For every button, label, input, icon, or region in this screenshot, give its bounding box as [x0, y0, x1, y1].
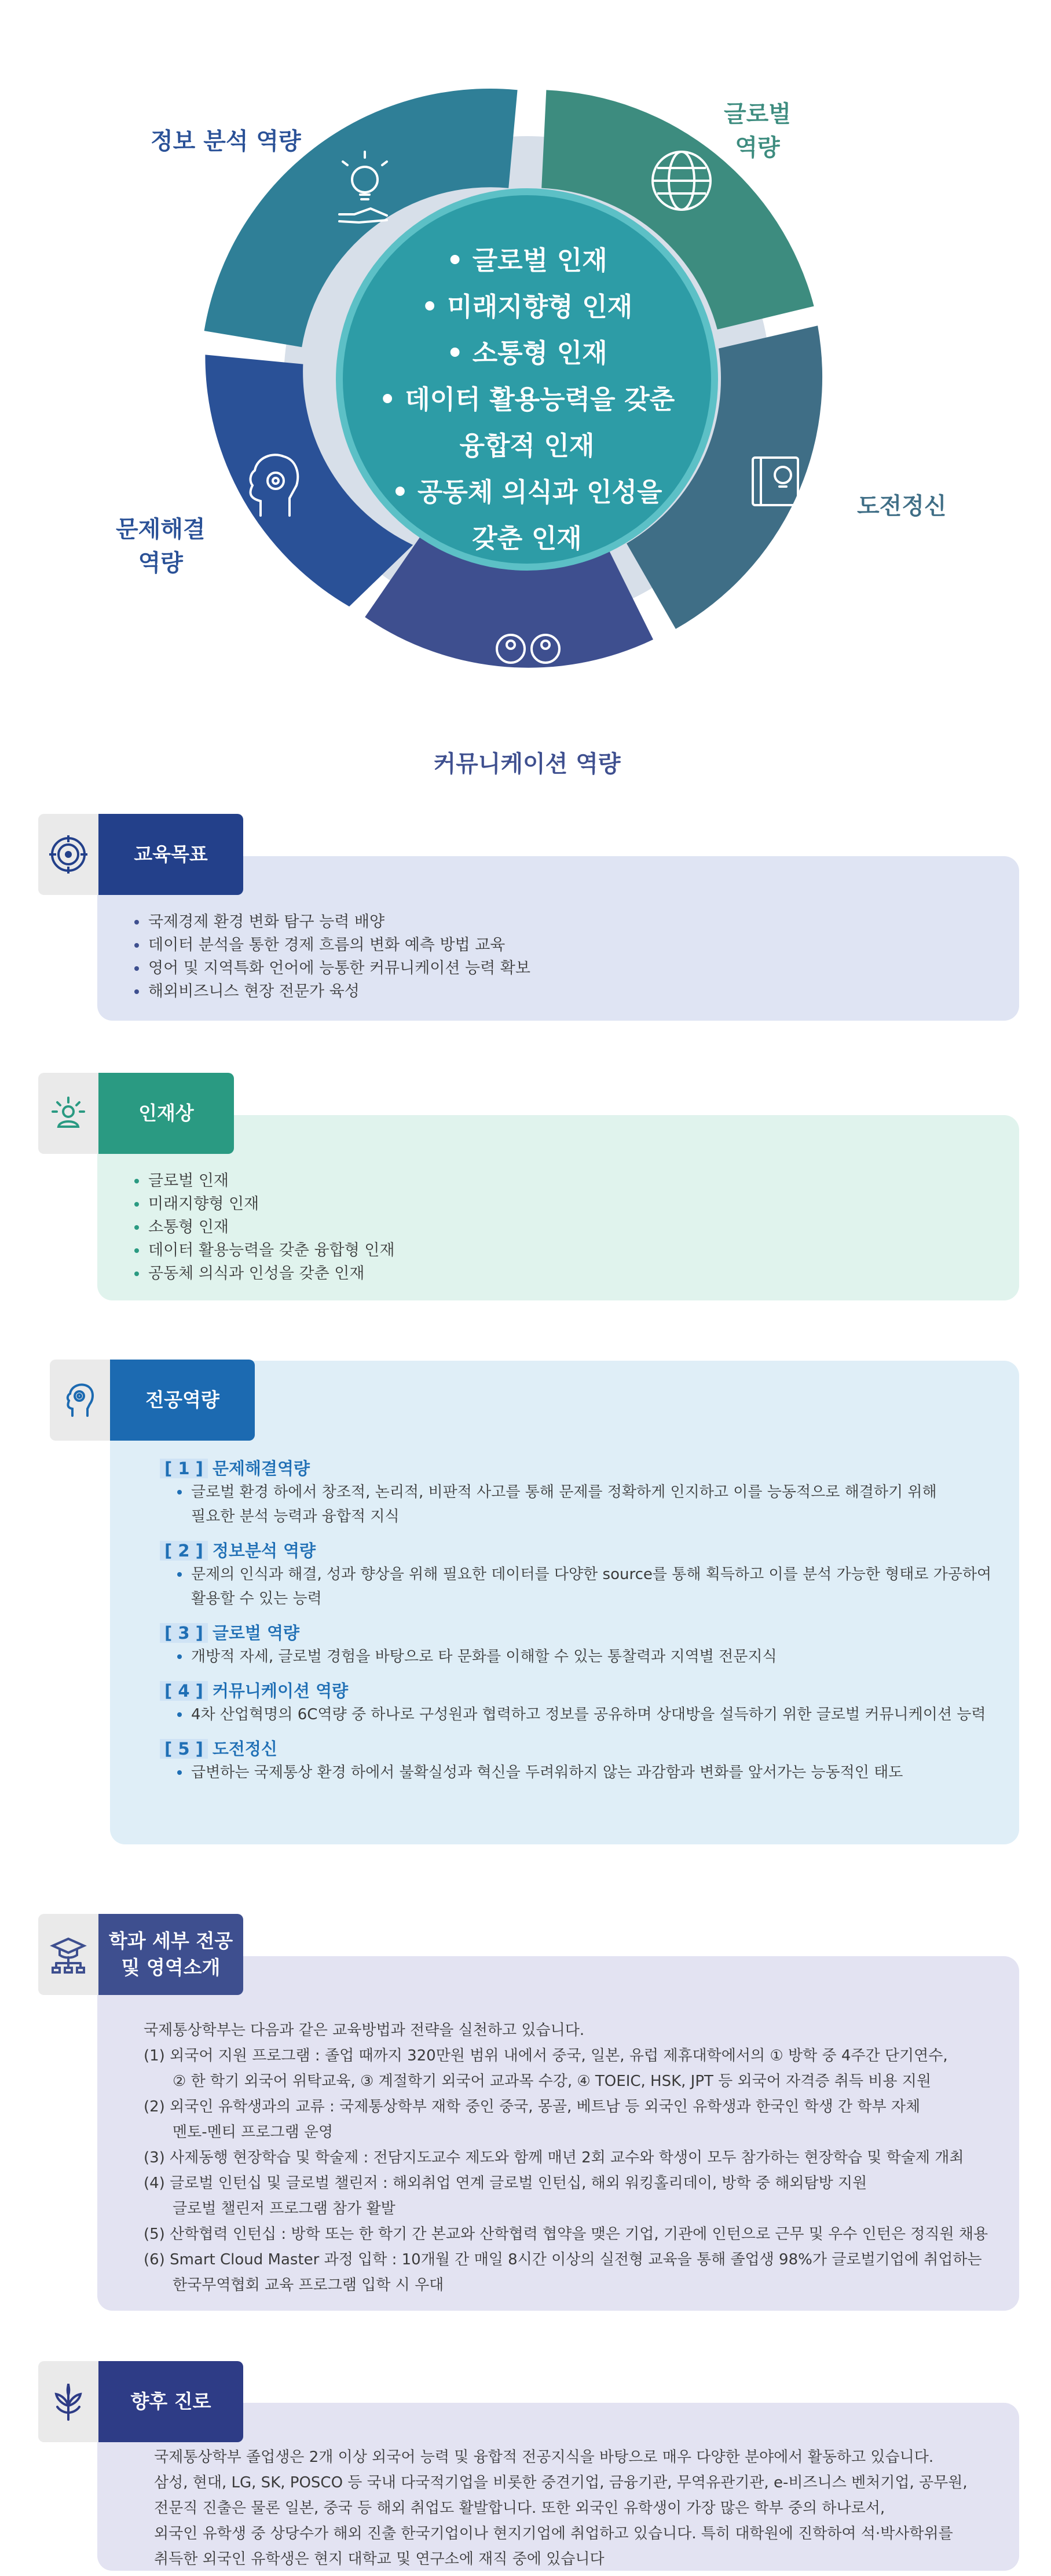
label-problem-solving [116, 513, 206, 580]
label-global-line: 역량 [735, 134, 780, 161]
detail-line: (2) 외국인 유학생과의 교류 : 국제통상학부 재학 중인 중국, 몽골, 베트남 등 외국인 유학생과 한국인 학생 간 학부 자체 [144, 2098, 921, 2115]
detail-line: (4) 글로벌 인턴십 및 글로벌 챌린저 : 해외취업 연계 글로벌 인턴십, 해외 워킹홀리데이, 방학 중 해외탐방 지원 [144, 2175, 867, 2192]
talent-title: 인재상 [98, 1073, 234, 1154]
competency-desc [176, 1562, 991, 1611]
detail-section [97, 1956, 1019, 2311]
list-item: 소통형 인재 [133, 1216, 395, 1239]
competency-heading [160, 1539, 316, 1562]
detail-header [38, 1914, 243, 1995]
competency-name: 글로벌 역량 [212, 1623, 300, 1643]
list-item: 데이터 분석을 통한 경제 흐름의 변화 예측 방법 교육 [133, 934, 530, 957]
competency-name: 도전정신 [212, 1739, 277, 1759]
desc-line: 글로벌 환경 하에서 창조적, 논리적, 비판적 사고를 통해 문제를 정확하게 인지하고 이를 능동적으로 해결하기 위해 [191, 1484, 937, 1501]
competency-number: [ 4 ] [160, 1681, 208, 1701]
list-item: 해외비즈니스 현장 전문가 육성 [133, 980, 530, 1003]
center-line: • 공동체 의식과 인성을 [391, 477, 662, 507]
competency-item [160, 1446, 991, 1529]
goals-title: 교육목표 [98, 814, 243, 895]
career-line: 취득한 외국인 유학생은 현지 대학교 및 연구소에 재직 중에 있습니다 [154, 2551, 605, 2568]
goals-list [133, 911, 530, 1003]
career-line: 외국인 유학생 중 상당수가 해외 진출 한국기업이나 현지기업에 취업하고 있습니다. 특히 대학원에 진학하여 석·박사학위를 [154, 2525, 953, 2542]
wheel-center-text [342, 237, 712, 562]
competency-name: 정보분석 역량 [212, 1541, 316, 1561]
competency-heading [160, 1679, 348, 1702]
competency-item [160, 1669, 991, 1727]
list-item: 데이터 활용능력을 갖춘 융합형 인재 [133, 1239, 395, 1262]
desc-line: 급변하는 국제통상 환경 하에서 불확실성과 혁신을 두려워하지 않는 과감함과 변화를 앞서가는 능동적인 태도 [191, 1764, 903, 1781]
career-line: 국제통상학부 졸업생은 2개 이상 외국어 능력 및 융합적 전공지식을 바탕으로 매우 다양한 분야에서 활동하고 있습니다. [154, 2449, 934, 2466]
detail-title-line: 학과 세부 전공 [108, 1930, 233, 1952]
competency-heading [160, 1457, 310, 1480]
competency-number: [ 2 ] [160, 1541, 208, 1561]
list-item: 국제경제 환경 변화 탐구 능력 배양 [133, 911, 530, 934]
center-line: 융합적 인재 [459, 430, 595, 461]
competency-desc [176, 1645, 991, 1669]
competency-name: 문제해결역량 [212, 1459, 310, 1478]
desc-line: 활용할 수 있는 능력 [191, 1590, 322, 1607]
detail-line: 국제통상학부는 다음과 같은 교육방법과 전략을 실천하고 있습니다. [144, 2022, 585, 2039]
list-item: 공동체 의식과 인성을 갖춘 인재 [133, 1262, 395, 1285]
competency-desc [176, 1760, 991, 1785]
competency-title: 전공역량 [110, 1360, 255, 1441]
talent-section [97, 1115, 1019, 1300]
label-global-line: 글로벌 [724, 101, 791, 127]
goals-header [38, 814, 243, 895]
list-item: 글로벌 인재 [133, 1170, 395, 1193]
detail-line: (1) 외국어 지원 프로그램 : 졸업 때까지 320만원 범위 내에서 중국, 일본, 유럽 제휴대학에서의 ① 방학 중 4주간 단기연수, [144, 2047, 948, 2065]
center-line: • 소통형 인재 [446, 338, 607, 368]
label-problem-line: 역량 [138, 550, 183, 576]
center-line: • 미래지향형 인재 [421, 291, 633, 322]
sprout-icon [38, 2361, 98, 2442]
detail-line: 멘토-멘티 프로그램 운영 [173, 2124, 334, 2141]
center-line: • 데이터 활용능력을 갖춘 [379, 384, 675, 415]
competency-item [160, 1727, 991, 1785]
label-problem-line: 문제해결 [116, 516, 206, 543]
label-global [724, 97, 791, 165]
competency-desc [176, 1480, 991, 1529]
competency-number: [ 3 ] [160, 1623, 208, 1643]
list-item: 미래지향형 인재 [133, 1193, 395, 1216]
competency-heading [160, 1621, 299, 1645]
desc-line: 필요한 분석 능력과 융합적 지식 [191, 1508, 400, 1525]
head-gear-icon [50, 1360, 110, 1441]
desc-line: 4차 산업혁명의 6C역량 중 하나로 구성원과 협력하고 정보를 공유하며 상대방을 설득하기 위한 글로벌 커뮤니케이션 능력 [191, 1706, 986, 1723]
label-info-analysis: 정보 분석 역량 [151, 128, 301, 155]
list-item: 영어 및 지역특화 언어에 능통한 커뮤니케이션 능력 확보 [133, 957, 530, 980]
graduation-structure-icon [38, 1914, 98, 1995]
competency-heading [160, 1737, 277, 1760]
target-icon [38, 814, 98, 895]
center-line: 갖춘 인재 [472, 523, 582, 554]
competency-name: 커뮤니케이션 역량 [212, 1681, 349, 1701]
center-line: • 글로벌 인재 [446, 245, 607, 276]
career-line: 삼성, 현대, LG, SK, POSCO 등 국내 다국적기업을 비롯한 중견기업, 금융기관, 무역유관기관, e-비즈니스 벤처기업, 공무원, [154, 2474, 968, 2491]
competency-list [160, 1446, 991, 1785]
detail-line: (5) 산학협력 인턴십 : 방학 또는 한 학기 간 본교와 산학협력 협약을 맺은 기업, 기관에 인턴으로 근무 및 우수 인턴은 정직원 채용 [144, 2226, 988, 2243]
talent-list [133, 1170, 395, 1285]
person-idea-icon [38, 1073, 98, 1154]
career-line: 전문직 진출은 물론 일본, 중국 등 해외 취업도 활발합니다. 또한 외국인 유학생이 가장 많은 학부 중의 하나로서, [154, 2500, 885, 2517]
competency-number: [ 1 ] [160, 1459, 208, 1478]
detail-title [98, 1914, 243, 1995]
label-challenge: 도전정신 [857, 493, 947, 520]
detail-line: 글로벌 챌린저 프로그램 참가 활발 [173, 2200, 396, 2217]
detail-line: 한국무역협회 교육 프로그램 입학 시 우대 [173, 2277, 444, 2294]
detail-line: (6) Smart Cloud Master 과정 입학 : 10개월 간 매일 8시간 이상의 실전형 교육을 통해 졸업생 98%가 글로벌기업에 취업하는 [144, 2251, 982, 2268]
desc-line: 문제의 인식과 해결, 성과 향상을 위해 필요한 데이터를 다양한 source를 통해 획득하고 이를 분석 가능한 형태로 가공하여 [191, 1566, 992, 1583]
competency-item [160, 1611, 991, 1669]
career-text [154, 2445, 1011, 2572]
competency-item [160, 1529, 991, 1611]
competency-number: [ 5 ] [160, 1739, 208, 1759]
competency-header [50, 1360, 255, 1441]
detail-title-line: 및 영역소개 [121, 1956, 221, 1979]
desc-line: 개방적 자세, 글로벌 경험을 바탕으로 타 문화를 이해할 수 있는 통찰력과 지역별 전문지식 [191, 1648, 777, 1665]
talent-header [38, 1073, 234, 1154]
detail-text [144, 2018, 1012, 2298]
career-title: 향후 진로 [98, 2361, 243, 2442]
label-communication: 커뮤니케이션 역량 [433, 751, 621, 777]
competency-desc [176, 1702, 991, 1727]
detail-line: (3) 사제동행 현장학습 및 학술제 : 전담지도교수 제도와 함께 매년 2회 교수와 학생이 모두 참가하는 현장학습 및 학술제 개최 [144, 2149, 964, 2166]
career-header [38, 2361, 243, 2442]
detail-line: ② 한 학기 외국어 위탁교육, ③ 계절학기 외국어 교과목 수강, ④ TOEIC, HSK, JPT 등 외국어 자격증 취득 비용 지원 [173, 2073, 932, 2090]
